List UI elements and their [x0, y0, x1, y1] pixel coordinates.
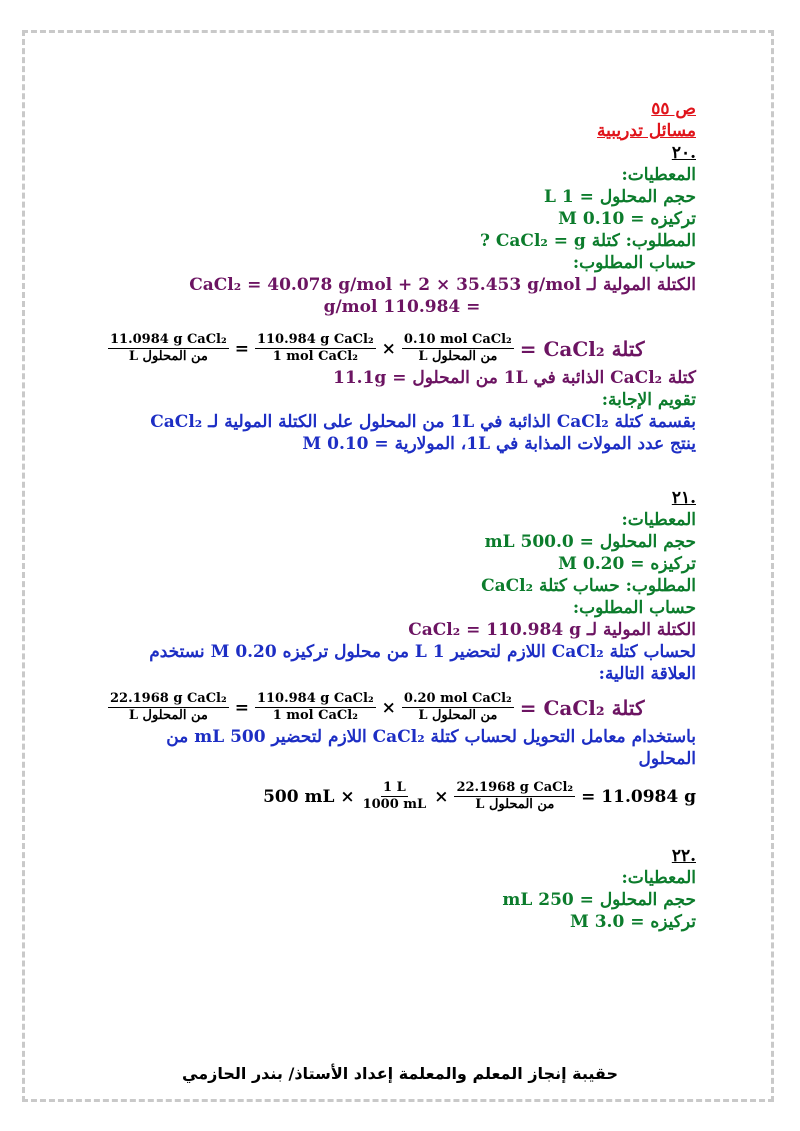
- p21-f2-den: 1 mol CaCl₂: [272, 708, 358, 723]
- section-title: مسائل تدريبية: [597, 121, 696, 141]
- problem-21-step-2a: باستخدام معامل التحويل لحساب كتلة CaCl₂ اللازم لتحضير 500 mL من: [166, 727, 696, 747]
- p21-equals: =: [234, 697, 249, 718]
- problem-22-given-volume: حجم المحلول = 250 mL: [502, 890, 696, 910]
- p21-f1-den: L من المحلول: [418, 708, 498, 723]
- problem-22-number: .٢٢: [671, 846, 696, 866]
- problem-22-given-title: المعطيات:: [621, 868, 696, 888]
- p20-f2-num: 110.984 g CaCl₂: [256, 332, 374, 347]
- p20-f3-num: 11.0984 g CaCl₂: [110, 332, 227, 347]
- p20-f2-den: 1 mol CaCl₂: [272, 349, 358, 364]
- p21-f1-num: 0.20 mol CaCl₂: [403, 691, 512, 706]
- p21-f2-num: 110.984 g CaCl₂: [256, 691, 374, 706]
- problem-20-molar-mass-2: = 110.984 g/mol: [323, 297, 481, 317]
- p20-fraction-3: [402, 332, 514, 365]
- problem-20-molar-mass-1: الكتلة المولية لـ CaCl₂ = 40.078 g/mol + 2 × 35.453 g/mol: [189, 275, 696, 295]
- problem-21-step-1a: لحساب كتلة CaCl₂ اللازم لتحضير 1 L من محلول تركيزه 0.20 M نستخدم: [149, 642, 696, 662]
- problem-22-given-conc: تركيزه = 3.0 M: [569, 912, 696, 932]
- p20-f1-den: L من المحلول: [418, 349, 498, 364]
- p21-conv-fraction-1: [361, 780, 429, 813]
- p20-volume-text: حجم المحلول = 1 L: [544, 187, 696, 207]
- p20-times: ×: [381, 338, 396, 359]
- problem-21-given-title: المعطيات:: [621, 510, 696, 530]
- problem-21-molar-mass: الكتلة المولية لـ CaCl₂ = 110.984 g: [408, 620, 696, 640]
- problem-20-number: .٢٠: [671, 143, 696, 163]
- p21-conv-fraction-2: [454, 780, 575, 813]
- p21-f3-den: L من المحلول: [128, 708, 208, 723]
- page-content: [108, 98, 696, 933]
- p20-fraction-2: [255, 332, 376, 365]
- problem-20-given-title: المعطيات:: [621, 165, 696, 185]
- p21-eq-label: كتلة CaCl₂ =: [519, 695, 645, 720]
- problem-20-given-conc: [108, 208, 696, 230]
- problem-21-required: المطلوب: حساب كتلة CaCl₂: [481, 576, 696, 596]
- p21-conv-f1-num: 1 L: [383, 780, 406, 795]
- p20-equals: =: [234, 338, 249, 359]
- problem-21-equation: [108, 691, 696, 724]
- problem-20-eval-1: بقسمة كتلة CaCl₂ الذائبة في 1L من المحلول على الكتلة المولية لـ CaCl₂: [150, 412, 696, 432]
- p20-f1-num: 0.10 mol CaCl₂: [403, 332, 512, 347]
- p20-f3-den: L من المحلول: [128, 349, 208, 364]
- problem-21-conversion: [108, 780, 696, 813]
- spacer: [108, 815, 696, 845]
- p21-times: ×: [381, 697, 396, 718]
- p21-conv-times: ×: [434, 786, 449, 807]
- problem-21-calc-title: حساب المطلوب:: [572, 598, 696, 618]
- problem-20-calc-title: حساب المطلوب:: [572, 253, 696, 273]
- problem-20-eval-2: ينتج عدد المولات المذابة في 1L، المولارية = 0.10 M: [302, 434, 696, 454]
- p20-conc-text: تركيزه = 0.10 M: [558, 209, 696, 229]
- p21-fraction-3: [402, 691, 514, 724]
- p21-conv-f2-den: L من المحلول: [475, 797, 555, 812]
- p20-eq-label: كتلة CaCl₂ =: [519, 336, 645, 361]
- page-number: ص ٥٥: [651, 99, 696, 119]
- problem-21-given-conc: تركيزه = 0.20 M: [558, 554, 696, 574]
- problem-21-given-volume: حجم المحلول = 500.0 mL: [484, 532, 696, 552]
- problem-20-result: كتلة CaCl₂ الذائبة في 1L من المحلول = 11.1g: [333, 368, 696, 388]
- problem-21-number: .٢١: [671, 488, 696, 508]
- problem-21-step-1b: العلاقة التالية:: [598, 664, 696, 684]
- problem-20-equation: [108, 332, 696, 365]
- problem-20-eval-title: تقويم الإجابة:: [601, 390, 696, 410]
- p21-f3-num: 22.1968 g CaCl₂: [110, 691, 227, 706]
- problem-21-step-2b: المحلول: [638, 749, 696, 769]
- page-footer: حقيبة إنجاز المعلم والمعلمة إعداد الأستاذ/ بندر الحازمي: [182, 1064, 618, 1083]
- problem-20-given-volume: [108, 186, 696, 208]
- p21-fraction-2: [255, 691, 376, 724]
- p21-conv-start: 500 mL ×: [263, 786, 355, 807]
- p21-conv-result: = 11.0984 g: [581, 786, 696, 807]
- p21-fraction-1: [108, 691, 229, 724]
- p21-conv-f2-num: 22.1968 g CaCl₂: [456, 780, 574, 795]
- p21-conv-f1-den: 1000 mL: [362, 797, 427, 812]
- problem-20-required: المطلوب: كتلة CaCl₂ = g ?: [479, 231, 696, 251]
- p20-fraction-1: [108, 332, 229, 365]
- spacer: [108, 455, 696, 487]
